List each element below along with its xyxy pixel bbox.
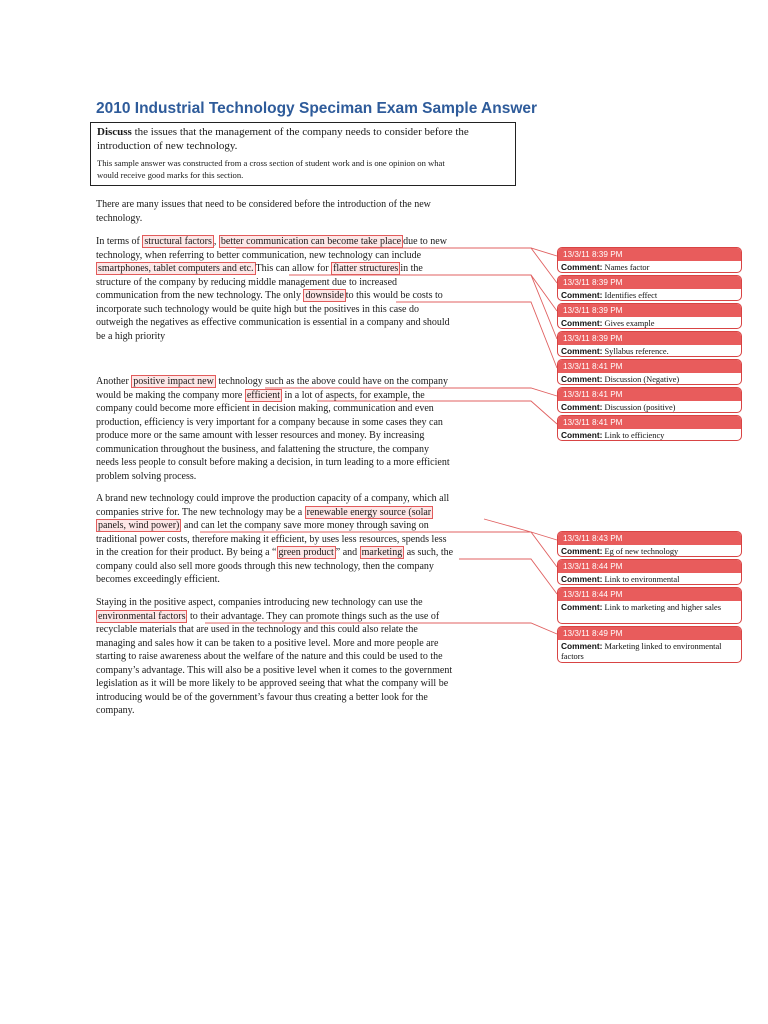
question-line-2: introduction of new technology. xyxy=(97,139,238,152)
comment-4[interactable]: 13/3/11 8:39 PM Comment: Syllabus reference. xyxy=(557,331,742,357)
highlight-better-communication[interactable]: better communication can become take place xyxy=(220,236,402,247)
comment-10[interactable]: 13/3/11 8:44 PM Comment: Link to marketing and higher sales xyxy=(557,587,742,624)
comment-2[interactable]: 13/3/11 8:39 PM Comment: Identifies effect xyxy=(557,275,742,301)
paragraph-1: In terms of structural factors , better communication can become take place due to new technology, when referring to better communication, new technology can include smartphones, tablet computers and etc. This can allow for flatter structures in the structure of the company by reducing middle management due to increased communication from the new technology. The only downside to this would be costs to incorporate such technology would be quite high but the positives in this case do outweigh the negatives as effective communication is essential in a company and should be a high priority xyxy=(96,236,450,342)
document-title: 2010 Industrial Technology Speciman Exam Sample Answer xyxy=(96,100,538,117)
highlight-positive-impact[interactable]: positive impact new xyxy=(133,376,214,387)
comment-11[interactable]: 13/3/11 8:49 PM Comment: Marketing linked to environmental factors xyxy=(557,626,742,663)
comment-timestamp: 13/3/11 8:39 PM xyxy=(558,276,741,289)
highlight-solar-wind[interactable]: panels, wind power) xyxy=(98,520,180,531)
comment-timestamp: 13/3/11 8:44 PM xyxy=(558,560,741,573)
paragraph-3: A brand new technology could improve the production capacity of a company, which all companies strive for. The new technology may be a renewable energy source (solar panels, wind power) and can let the company save more money through saving on traditional power costs, therefore making it efficient, by uses less resources, spends less in the creation for their product. By being a “ green product ” and marketing as such, the company could also sell more goods through this new technology, then the company becomes exceedingly efficient. xyxy=(96,493,454,585)
comment-timestamp: 13/3/11 8:41 PM xyxy=(558,388,741,401)
comment-timestamp: 13/3/11 8:39 PM xyxy=(558,248,741,261)
highlight-renewable-energy[interactable]: renewable energy source (solar xyxy=(306,506,432,518)
comment-1[interactable]: 13/3/11 8:39 PM Comment: Names factor xyxy=(557,247,742,273)
comment-timestamp: 13/3/11 8:41 PM xyxy=(558,360,741,373)
question-line-1: Discuss the issues that the management of the company needs to consider before the xyxy=(97,126,469,138)
highlight-efficient[interactable]: efficient xyxy=(246,389,280,401)
highlight-green-product[interactable]: green product xyxy=(278,547,334,558)
comment-5[interactable]: 13/3/11 8:41 PM Comment: Discussion (Negative) xyxy=(557,359,742,385)
comment-timestamp: 13/3/11 8:43 PM xyxy=(558,532,741,545)
highlight-smartphones[interactable]: smartphones, tablet computers and etc. xyxy=(98,263,254,274)
comment-timestamp: 13/3/11 8:39 PM xyxy=(558,332,741,345)
highlight-flatter-structures[interactable]: flatter structures xyxy=(333,263,399,274)
comment-timestamp: 13/3/11 8:49 PM xyxy=(558,627,741,640)
comment-timestamp: 13/3/11 8:41 PM xyxy=(558,416,741,429)
comment-9[interactable]: 13/3/11 8:44 PM Comment: Link to environmental xyxy=(557,559,742,585)
highlight-downside[interactable]: downside xyxy=(305,290,344,301)
highlight-structural-factors[interactable]: structural factors xyxy=(144,236,212,247)
paragraph-2: Another positive impact new technology such as the above could have on the company would be making the company more efficient in a lot of aspects, for example, the company could become more efficient in decision making, communication and even production, efficiency is very important for a company because in some cases they can produce more or the same amount with lesser resources and money. By increasing communication throughout the business, and falattening the structure, the company needs less people to consult before making a decision, in turn leading to a more efficient problem solving process. xyxy=(96,376,450,482)
question-box xyxy=(90,122,516,186)
highlight-marketing[interactable]: marketing xyxy=(361,547,403,558)
paragraph-4: Staying in the positive aspect, companies introducing new technology can use the environmental factors to their advantage. They can promote things such as the use of recyclable materials that are used in the technology and this could also relate the managing and sales how it can be taken to a positive level. More and more people are starting to raise awareness about the welfare of the nature and this could be used to the company’s advantage. This will also be a positive level when it comes to the government legislation as it will be more likely to be approved seeing that what the company will be introducing would be of the government’s favour thus creating a better look for the company. xyxy=(96,597,453,716)
comment-6[interactable]: 13/3/11 8:41 PM Comment: Discussion (positive) xyxy=(557,387,742,413)
question-keyword: Discuss xyxy=(97,126,132,138)
highlight-environmental-factors[interactable]: environmental factors xyxy=(98,610,186,622)
intro-paragraph: There are many issues that need to be considered before the introduction of the new technology. xyxy=(96,199,431,224)
comment-timestamp: 13/3/11 8:44 PM xyxy=(558,588,741,601)
comment-timestamp: 13/3/11 8:39 PM xyxy=(558,304,741,317)
comment-3[interactable]: 13/3/11 8:39 PM Comment: Gives example xyxy=(557,303,742,329)
comment-7[interactable]: 13/3/11 8:41 PM Comment: Link to efficiency xyxy=(557,415,742,441)
sample-answer-note: This sample answer was constructed from a cross section of student work and is one opinion on what would receive good marks for this section. xyxy=(97,158,445,180)
comment-8[interactable]: 13/3/11 8:43 PM Comment: Eg of new technology xyxy=(557,531,742,557)
